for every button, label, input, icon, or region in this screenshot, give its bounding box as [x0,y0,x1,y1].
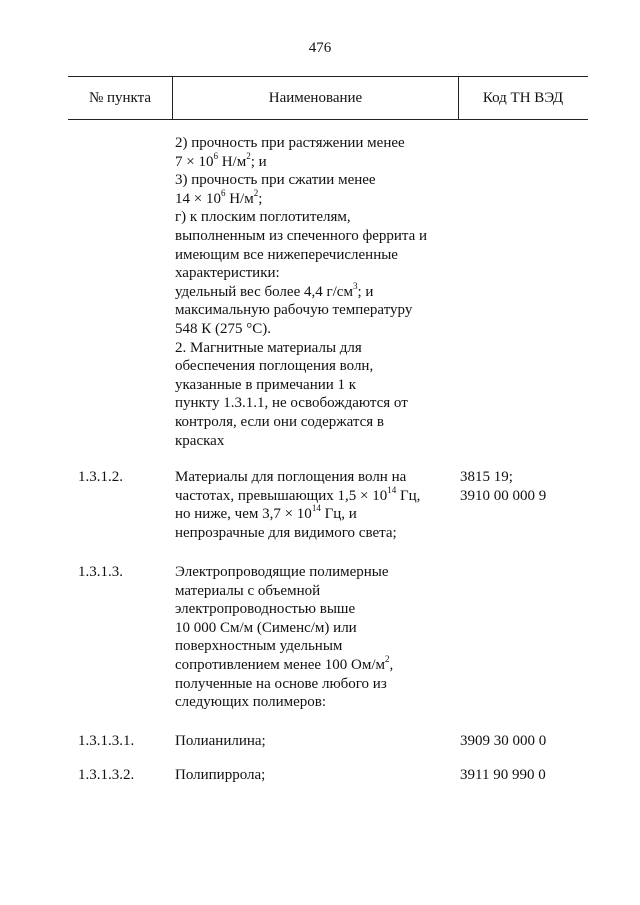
row-code [460,766,546,785]
row-name [175,732,465,751]
text-line: Полипиррола; [175,767,266,783]
code-line: 3910 00 000 9 [460,487,547,504]
text-line: 3) прочность при сжатии менее [175,172,376,189]
text-line: указанные в примечании 1 к [175,376,357,393]
text-line: обеспечения поглощения волн, [175,358,374,375]
text-line: материалы с объемной [175,582,321,599]
code-line: 3909 30 000 0 [460,733,547,749]
text-line: сопротивлением менее 100 $Ом/м^2$, [175,653,394,673]
text-line: непрозрачные для видимого света; [175,524,397,541]
continuation-text [175,134,465,450]
row-number: 1.3.1.3.2. [78,767,135,783]
row-number: 1.3.1.3.1. [78,733,135,749]
page-number: 476 [308,40,332,56]
text-line: удельный вес более 4,4 $г/см^3$; и [175,280,374,300]
text-line: $14 \times 10^6$ $Н/м^2$; [175,187,263,207]
text-line: но ниже, чем $3,7 \times 10^{14}$ Гц, и [175,503,357,523]
text-line: $7 \times 10^6$ $Н/м^2$; и [175,150,267,170]
text-line: максимальную рабочую температуру [175,302,413,319]
text-line: имеющим все нижеперечисленные [175,246,398,263]
text-line: 2. Магнитные материалы для [175,339,362,356]
header-number-column: № пункта [88,89,152,106]
text-line: Полианилина; [175,733,266,749]
row-name [175,766,465,785]
text-line: 548 К (275 °С). [175,320,271,337]
text-line: частотах, превышающих $1,5 \times 10^{14}$ Гц, [175,484,421,504]
row-name [175,563,465,712]
text-line: Материалы для поглощения волн на [175,469,407,485]
row-code [460,732,546,751]
text-line: полученные на основе любого из [175,675,387,692]
header-name-column: Наименование [172,77,459,119]
table-header [68,76,588,120]
text-line: 2) прочность при растяжении менее [175,135,405,151]
text-line: характеристики: [175,265,280,282]
row-code [460,468,546,505]
text-line: электропроводностью выше [175,601,356,618]
header-code-column: Код ТН ВЭД [482,89,564,106]
text-line: следующих полимеров: [175,694,327,711]
code-line: 3911 90 990 0 [460,767,546,783]
row-number: 1.3.1.2. [78,469,123,485]
text-line: контроля, если они содержатся в [175,413,385,430]
text-line: Электропроводящие полимерные [175,564,389,580]
text-line: выполненным из спеченного феррита и [175,227,428,244]
row-name [175,468,465,542]
text-line: поверхностным удельным [175,638,343,655]
row-number: 1.3.1.3. [78,564,123,580]
text-line: красках [175,432,225,449]
text-line: 10 000 См/м (Сименс/м) или [175,619,357,636]
text-line: г) к плоским поглотителям, [175,209,351,226]
code-line: 3815 19; [460,469,513,485]
text-line: пункту 1.3.1.1, не освобождаются от [175,395,408,412]
